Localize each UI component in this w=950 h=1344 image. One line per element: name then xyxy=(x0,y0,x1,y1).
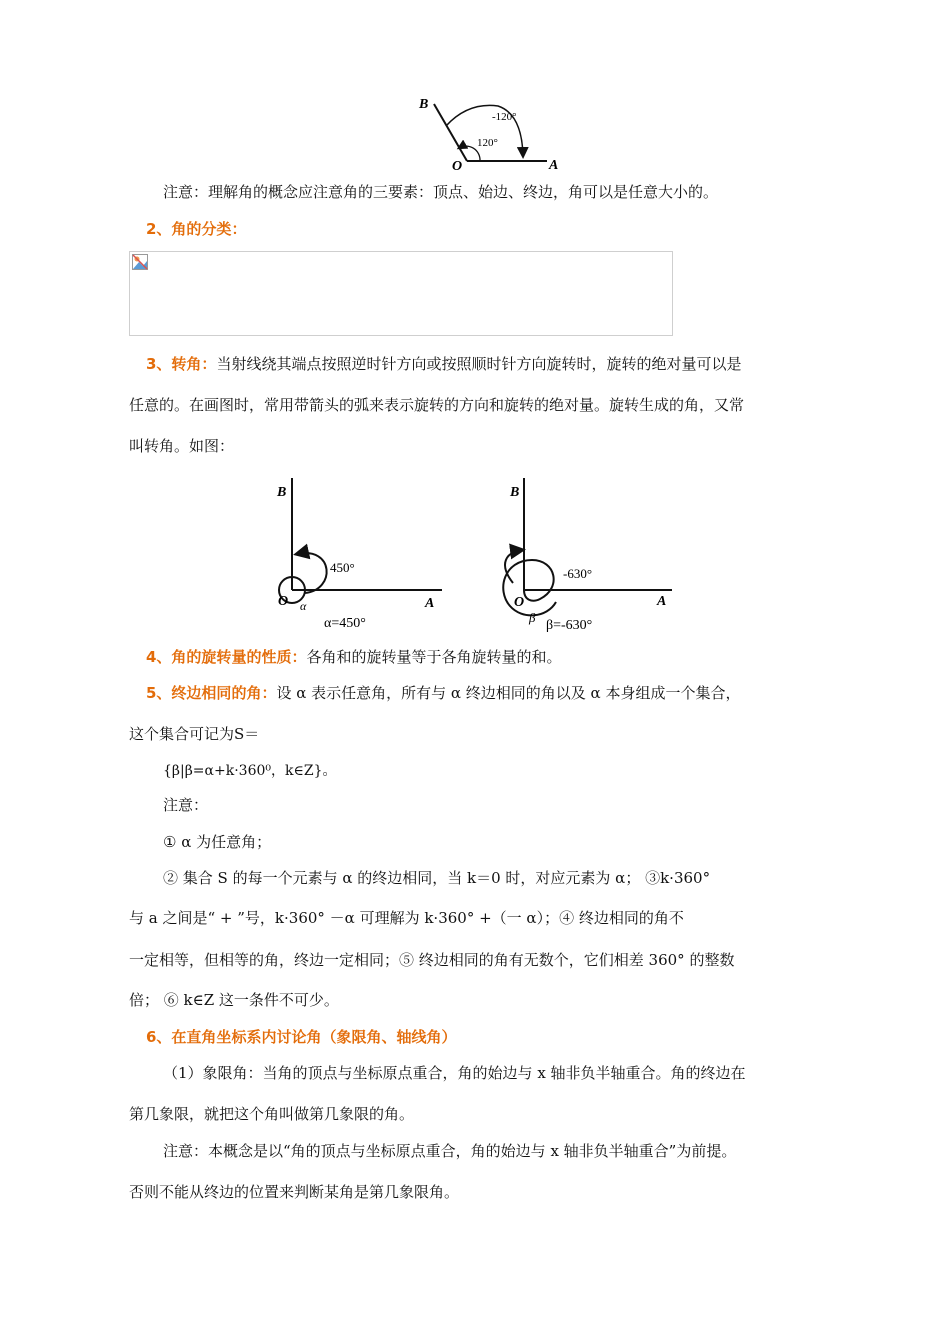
label-a-left: A xyxy=(425,596,435,611)
quadrant-note-line-1: 注意：本概念是以“角的顶点与坐标原点重合，角的始边与 x 轴非负半轴重合”为前提。 xyxy=(163,1142,737,1160)
note-label: 注意： xyxy=(163,796,209,814)
label-b-right: B xyxy=(510,485,520,500)
label-a: A xyxy=(549,158,559,172)
caption-beta-neg630: β=-630° xyxy=(546,618,593,633)
quadrant-angle-line-1: （1）象限角：当角的顶点与坐标原点重合，角的始边与 x 轴非负半轴重合。角的终边在 xyxy=(163,1064,746,1082)
label-o: O xyxy=(452,159,463,172)
section-4-line xyxy=(146,647,561,667)
section-4-heading: 4、角的旋转量的性质： xyxy=(146,648,307,666)
section-5-text: 设 α 表示任意角，所有与 α 终边相同的角以及 α 本身组成一个集合， xyxy=(276,684,741,702)
section-3-text: 当射线绕其端点按照逆时针方向或按照顺时针方向旋转时，旋转的绝对量可以是 xyxy=(216,355,742,373)
section-3-line-3: 叫转角。如图： xyxy=(129,437,235,455)
section-3-heading: 3、转角： xyxy=(146,355,217,373)
note-item-2-line-4: 倍； ⑥ k∈Z 这一条件不可少。 xyxy=(129,991,339,1009)
section-4-text: 各角和的旋转量等于各角旋转量的和。 xyxy=(306,648,562,666)
note-item-2-line-1: ② 集合 S 的每一个元素与 α 的终边相同，当 k＝0 时，对应元素为 α； ③k·360° xyxy=(163,869,711,887)
section-5-line-2: 这个集合可记为S＝ xyxy=(129,725,260,743)
note-item-2-line-3: 一定相等，但相等的角，终边一定相同；⑤ 终边相同的角有无数个，它们相差 360° 的整数 xyxy=(129,951,735,969)
label-b-left: B xyxy=(277,485,287,500)
set-formula: {β|β=α+k·360⁰，k∈Z}。 xyxy=(163,763,337,779)
section-3-line-2: 任意的。在画图时，常用带箭头的弧来表示旋转的方向和旋转的绝对量。旋转生成的角，又常 xyxy=(129,396,745,414)
quadrant-angle-line-2: 第几象限，就把这个角叫做第几象限的角。 xyxy=(129,1105,415,1123)
label-neg120: -120° xyxy=(492,111,517,123)
label-neg630: -630° xyxy=(563,566,593,581)
label-a-right: A xyxy=(657,594,667,609)
label-alpha: α xyxy=(300,599,307,613)
label-450: 450° xyxy=(330,560,355,575)
section-6-heading: 6、在直角坐标系内讨论角（象限角、轴线角） xyxy=(146,1028,457,1046)
label-b: B xyxy=(419,97,429,112)
section-3-line-1 xyxy=(146,354,741,374)
caption-alpha-450: α=450° xyxy=(324,616,366,631)
label-o-left: O xyxy=(278,594,289,609)
label-beta: β xyxy=(529,610,536,625)
rotation-angle-diagram xyxy=(270,472,680,634)
section-5-heading: 5、终边相同的角： xyxy=(146,684,277,702)
label-pos120: 120° xyxy=(477,137,498,149)
broken-image-icon xyxy=(132,254,148,270)
note-item-2-line-2: 与 a 之间是“ + ”号，k·360° －α 可理解为 k·360° +（一 α）；④ 终边相同的角不 xyxy=(129,909,684,927)
note-angle-elements: 注意：理解角的概念应注意角的三要素：顶点、始边、终边，角可以是任意大小的。 xyxy=(163,183,719,201)
section-5-line-1 xyxy=(146,683,740,703)
note-item-1: ① α 为任意角； xyxy=(163,833,272,851)
classification-image xyxy=(129,251,673,336)
label-o-right: O xyxy=(514,595,525,610)
section-2-heading: 2、角的分类： xyxy=(146,220,247,238)
angle-diagram-120 xyxy=(410,90,570,172)
quadrant-note-line-2: 否则不能从终边的位置来判断某角是第几象限角。 xyxy=(129,1183,460,1201)
